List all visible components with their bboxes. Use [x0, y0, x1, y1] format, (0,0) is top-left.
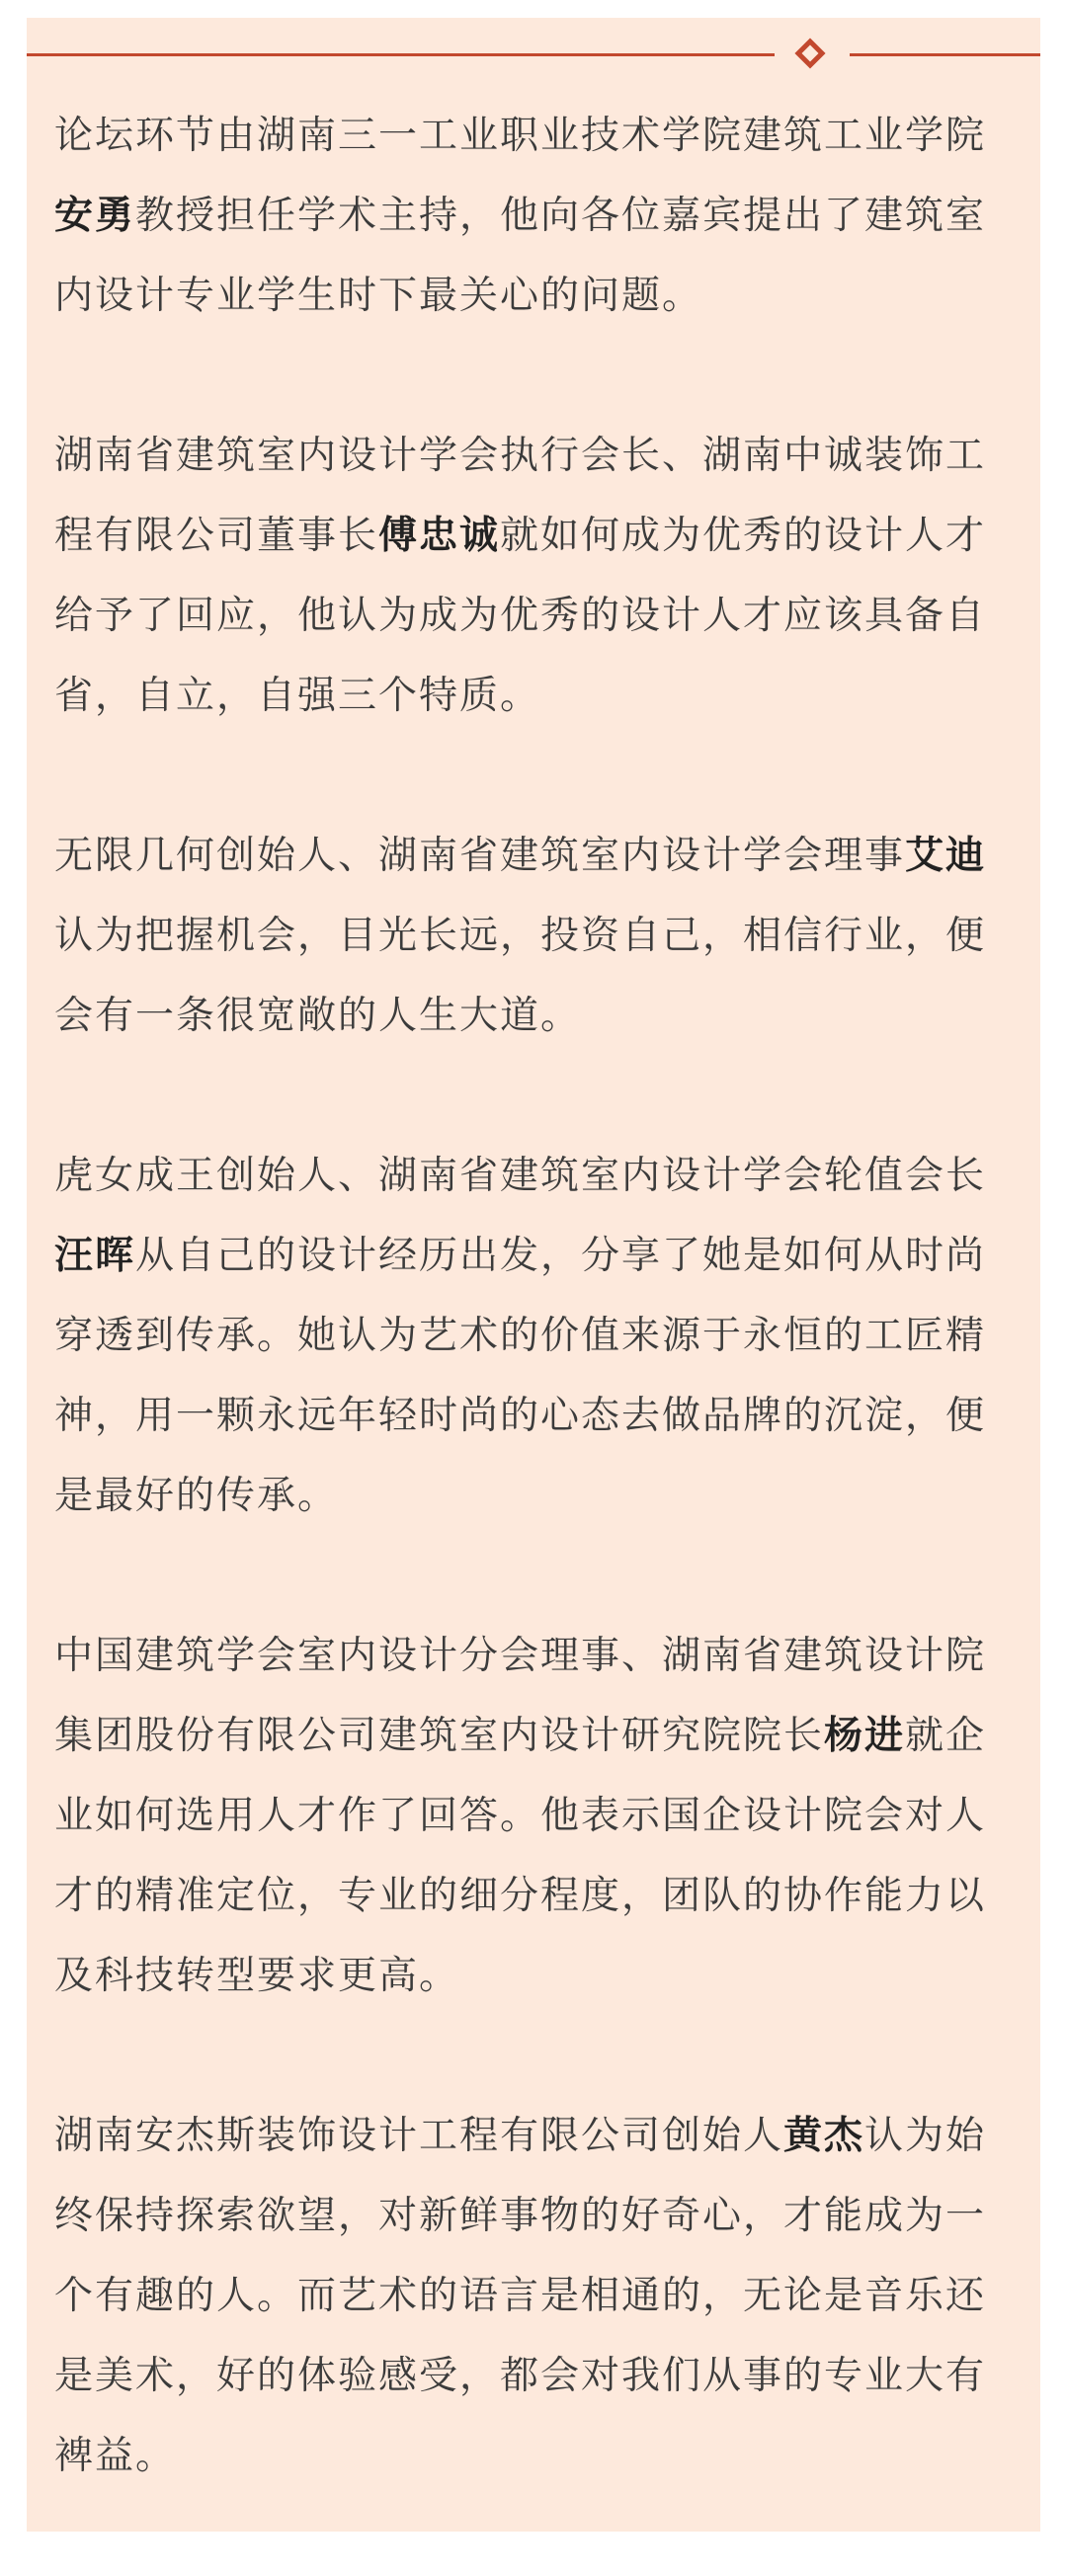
paragraph-text: 湖南安杰斯装饰设计工程有限公司创始人 — [54, 2114, 784, 2158]
divider-line-right — [850, 53, 1040, 56]
paragraph-text: 就如何成为优秀的设计人才给予了回应，他认为成为优秀的设计人才应该具备自省，自立，自强三个特质。 — [54, 514, 987, 718]
person-name: 汪晖 — [54, 1234, 136, 1278]
paragraph-text: 中国建筑学会室内设计分会理事、湖南省建筑设计院集团股份有限公司建筑室内设计研究院院长 — [54, 1634, 987, 1758]
person-name: 傅忠诚 — [378, 514, 501, 558]
person-name: 杨进 — [824, 1714, 906, 1758]
paragraph-text: 认为把握机会，目光长远，投资自己，相信行业，便会有一条很宽敞的人生大道。 — [54, 914, 987, 1038]
paragraph-2 — [54, 416, 993, 736]
paragraph-text: 湖南省建筑室内设计学会执行会长、湖南中诚装饰工程有限公司董事长 — [54, 434, 987, 558]
person-name: 黄杰 — [783, 2114, 865, 2158]
paragraph-4 — [54, 1136, 993, 1536]
paragraph-text: 就企业如何选用人才作了回答。他表示国企设计院会对人才的精准定位，专业的细分程度，团队的协作能力以及科技转型要求更高。 — [54, 1714, 987, 1998]
paragraph-text: 教授担任学术主持，他向各位嘉宾提出了建筑室内设计专业学生时下最关心的问题。 — [54, 194, 987, 318]
paragraph-text: 无限几何创始人、湖南省建筑室内设计学会理事 — [54, 834, 906, 878]
paragraph-text: 虎女成王创始人、湖南省建筑室内设计学会轮值会长 — [54, 1154, 987, 1198]
paragraph-text: 认为始终保持探索欲望，对新鲜事物的好奇心，才能成为一个有趣的人。而艺术的语言是相通的，无论是音乐还是美术，好的体验感受，都会对我们从事的专业大有裨益。 — [54, 2114, 987, 2478]
person-name: 安勇 — [54, 194, 136, 238]
paragraph-6 — [54, 2096, 993, 2496]
person-name: 艾迪 — [905, 834, 987, 878]
paragraph-3 — [54, 816, 993, 1056]
diamond-icon — [794, 38, 825, 68]
paragraph-text: 论坛环节由湖南三一工业职业技术学院建筑工业学院 — [54, 114, 987, 158]
paragraph-5 — [54, 1616, 993, 2016]
article-body — [54, 96, 993, 2576]
paragraph-text: 从自己的设计经历出发，分享了她是如何从时尚穿透到传承。她认为艺术的价值来源于永恒的工匠精神，用一颗永远年轻时尚的心态去做品牌的沉淀，便是最好的传承。 — [54, 1234, 987, 1518]
paragraph-1 — [54, 96, 993, 336]
divider-line-left — [27, 53, 775, 56]
